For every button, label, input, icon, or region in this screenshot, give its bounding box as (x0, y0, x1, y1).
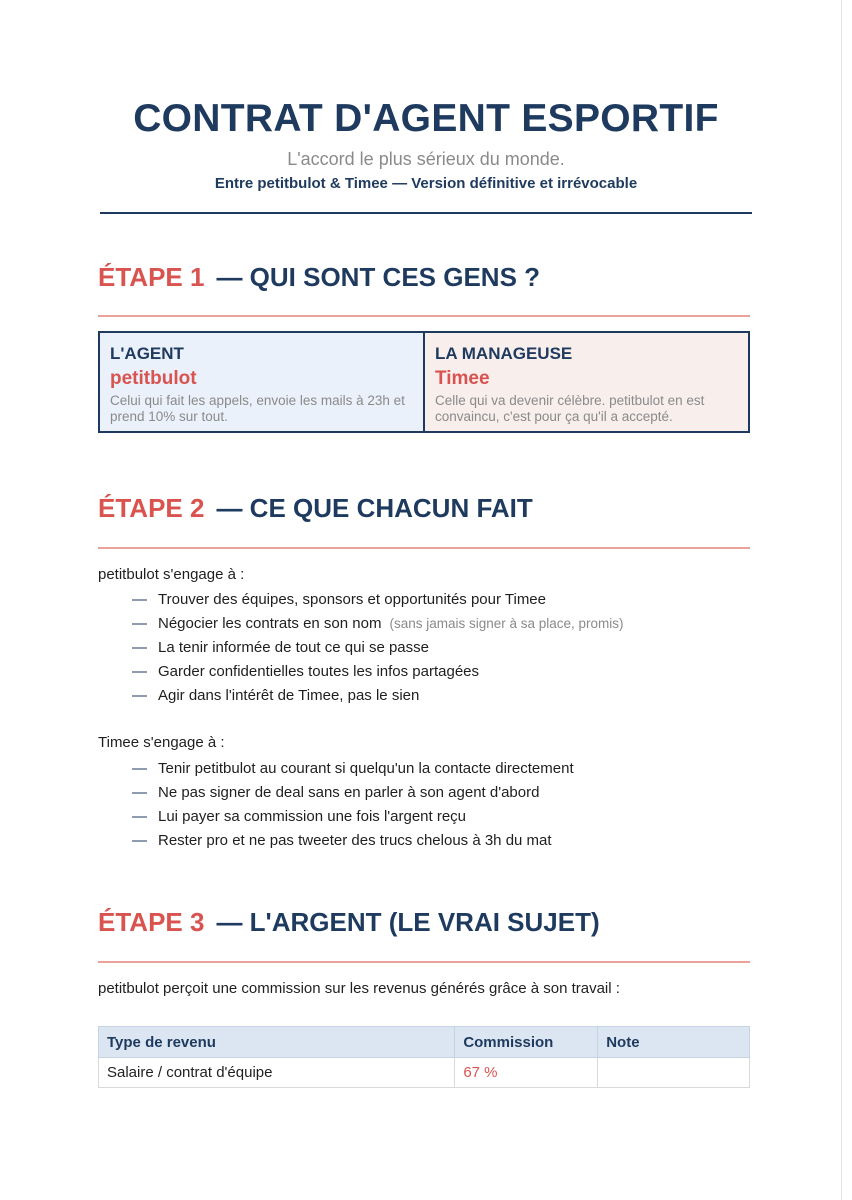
agent-obligations-intro: petitbulot s'engage à : (98, 566, 245, 583)
dash-bullet: — (132, 760, 147, 777)
dash-bullet: — (132, 591, 147, 608)
manager-description: Celle qui va devenir célèbre. petitbulot en est convaincu, c'est pour ça qu'il a accepté. (435, 393, 705, 424)
document-tagline: Entre petitbulot & Timee — Version définitive et irrévocable (214, 175, 638, 192)
cell-note (598, 1058, 750, 1088)
agent-obligations-list (132, 588, 624, 708)
agent-role: L'AGENT (110, 344, 184, 363)
list-item-text: Agir dans l'intérêt de Timee, pas le sien (158, 687, 420, 704)
step-3-title: — L'ARGENT (LE VRAI SUJET) (216, 907, 600, 937)
dash-bullet: — (132, 663, 147, 680)
step-2-title: — CE QUE CHACUN FAIT (216, 493, 533, 523)
header-divider (100, 212, 752, 214)
list-item-text: Trouver des équipes, sponsors et opportunités pour Timee (158, 591, 546, 608)
list-item (132, 805, 574, 829)
step-2-divider (98, 547, 750, 549)
list-item (132, 684, 624, 708)
list-item-text: Ne pas signer de deal sans en parler à son agent d'abord (158, 784, 540, 801)
list-item (132, 829, 574, 853)
list-item-text: Tenir petitbulot au courant si quelqu'un la contacte directement (158, 760, 574, 777)
table-header-row (99, 1027, 750, 1058)
list-item-text: Rester pro et ne pas tweeter des trucs chelous à 3h du mat (158, 832, 552, 849)
party-agent (100, 333, 425, 431)
step-1-heading (98, 262, 750, 292)
list-item (132, 612, 624, 636)
manager-obligations-intro: Timee s'engage à : (98, 734, 225, 751)
list-item-text: La tenir informée de tout ce qui se passe (158, 639, 429, 656)
cell-commission: 67 % (455, 1058, 598, 1088)
dash-bullet: — (132, 639, 147, 656)
dash-bullet: — (132, 687, 147, 704)
column-header-note: Note (598, 1027, 750, 1058)
list-item-text: Garder confidentielles toutes les infos partagées (158, 663, 480, 680)
list-item (132, 588, 624, 612)
manager-name: Timee (435, 368, 490, 389)
document-subtitle: L'accord le plus sérieux du monde. (287, 149, 565, 169)
step-3-number: ÉTAPE 3 (98, 907, 205, 937)
dash-bullet: — (132, 615, 147, 632)
step-1-divider (98, 315, 750, 317)
manager-role: LA MANAGEUSE (435, 344, 573, 363)
agent-name: petitbulot (110, 368, 197, 389)
dash-bullet: — (132, 808, 147, 825)
step-3-heading (98, 907, 750, 937)
list-item (132, 781, 574, 805)
list-item-text: Lui payer sa commission une fois l'argent reçu (158, 808, 467, 825)
table-row (99, 1058, 750, 1088)
commission-table (98, 1026, 750, 1088)
step-1-number: ÉTAPE 1 (98, 262, 205, 292)
step-2-number: ÉTAPE 2 (98, 493, 205, 523)
manager-obligations-list (132, 757, 574, 853)
cell-revenue-type: Salaire / contrat d'équipe (99, 1058, 455, 1088)
list-item (132, 660, 624, 684)
step-3-divider (98, 961, 750, 963)
page-edge-line (841, 0, 842, 1200)
money-intro: petitbulot perçoit une commission sur les revenus générés grâce à son travail : (98, 980, 620, 997)
dash-bullet: — (132, 832, 147, 849)
agent-description: Celui qui fait les appels, envoie les mails à 23h et prend 10% sur tout. (110, 393, 405, 424)
list-item-note: (sans jamais signer à sa place, promis) (389, 616, 624, 631)
column-header-commission: Commission (455, 1027, 598, 1058)
party-manager (425, 333, 748, 431)
dash-bullet: — (132, 784, 147, 801)
list-item-text: Négocier les contrats en son nom (158, 615, 382, 632)
list-item (132, 757, 574, 781)
list-item (132, 636, 624, 660)
step-1-title: — QUI SONT CES GENS ? (216, 262, 541, 292)
parties-box (98, 331, 750, 433)
document-header (0, 0, 852, 214)
column-header-type: Type de revenu (99, 1027, 455, 1058)
step-2-heading (98, 493, 750, 523)
document-title: CONTRAT D'AGENT ESPORTIF (133, 97, 719, 140)
